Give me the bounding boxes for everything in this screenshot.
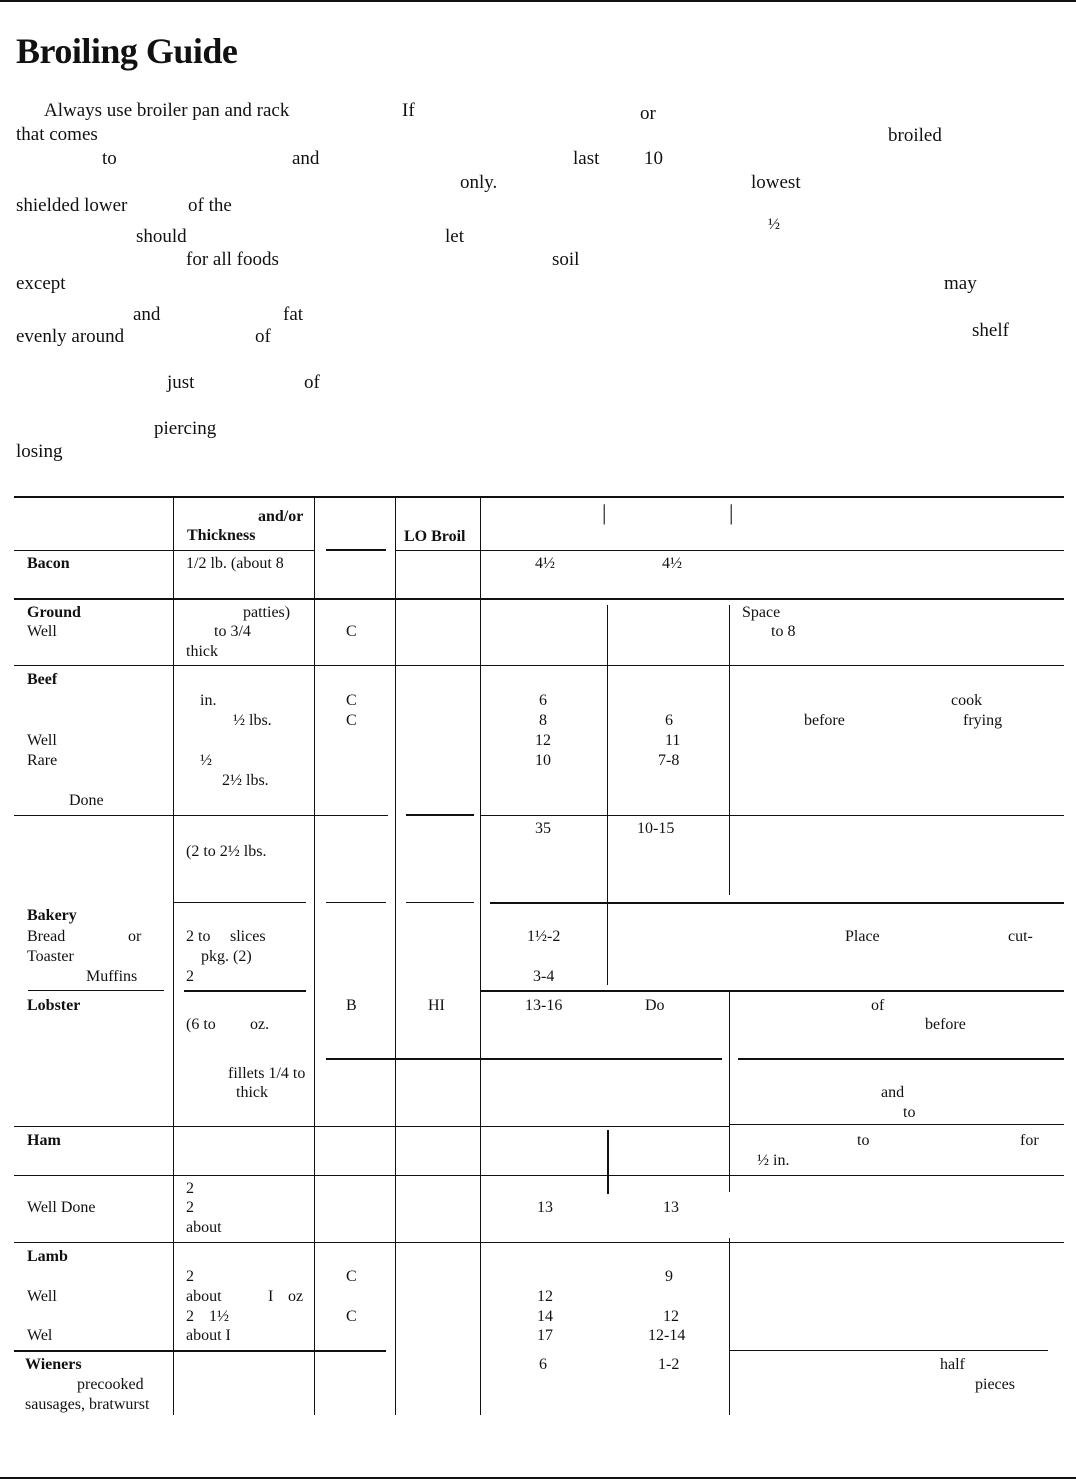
beef-time1: 12: [535, 732, 551, 749]
lamb-time2: 9: [665, 1268, 673, 1285]
lamb-shelf: C: [346, 1308, 357, 1325]
beef-shelf: C: [346, 692, 357, 709]
header-rule: [14, 550, 174, 551]
table-top-rule: [14, 496, 1064, 498]
col-rule: [480, 497, 481, 1415]
col-rule: [314, 497, 315, 1415]
wieners-time1: 6: [539, 1356, 547, 1373]
col-rule: [607, 605, 608, 985]
food-wieners: Wieners: [25, 1356, 82, 1373]
intro-text: shelf: [972, 320, 1009, 341]
ground-note: to 8: [771, 623, 796, 640]
row-rule: [14, 1242, 1064, 1243]
intro-text: shielded lower: [16, 195, 128, 216]
bakery-qty: 2: [186, 968, 194, 985]
beef-note: cook: [951, 692, 983, 709]
row-rule: [14, 665, 1064, 666]
beef-time2: 7-8: [658, 752, 680, 769]
bakery-qty: slices: [230, 928, 266, 945]
beef-qty: ½: [200, 752, 212, 769]
bakery-qty: 2 to: [186, 928, 211, 945]
food-ground: Ground: [27, 604, 81, 621]
beef-done: Done: [69, 792, 104, 809]
intro-text: or: [640, 103, 656, 124]
row-rule: [490, 902, 1064, 904]
intro-text: piercing: [154, 418, 217, 439]
beef-time1: 8: [539, 712, 547, 729]
beef-time1: 10: [535, 752, 551, 769]
ham-well-done: Well Done: [27, 1199, 96, 1216]
intro-text: 10: [644, 148, 663, 169]
food-ham: Ham: [27, 1132, 61, 1149]
intro-text: just: [167, 372, 195, 393]
row-rule: [14, 598, 1064, 600]
beef-rare: Rare: [27, 752, 58, 769]
intro-text: broiled: [888, 125, 942, 146]
row-rule: [184, 990, 306, 992]
food-lamb: Lamb: [27, 1248, 68, 1265]
row-rule: [406, 814, 474, 816]
lobster-shelf: B: [346, 997, 357, 1014]
row-rule: [28, 990, 164, 991]
fish-note: and: [881, 1084, 905, 1101]
lamb-qty: about: [186, 1288, 222, 1305]
wieners-note: half: [940, 1356, 965, 1373]
beef-time2: 11: [665, 732, 681, 749]
intro-text: of: [255, 326, 271, 347]
row-rule: [480, 815, 1064, 816]
intro-text: let: [445, 226, 464, 247]
col-rule: [607, 1130, 609, 1194]
bakery-time1: 3-4: [533, 968, 555, 985]
intro-text: may: [944, 273, 977, 294]
header-rule: [396, 550, 1064, 551]
row-rule: [729, 1124, 1064, 1125]
intro-text: ½: [768, 216, 780, 233]
beef-well: Well: [27, 732, 57, 749]
ham-note: to: [857, 1132, 870, 1149]
beef-qty: in.: [200, 692, 217, 709]
lamb-qty: 2: [186, 1268, 194, 1285]
row-rule: [406, 902, 474, 903]
fish-note: to: [903, 1104, 916, 1121]
row-rule: [480, 990, 1064, 992]
lamb-time1: 14: [537, 1308, 553, 1325]
lamb-time2: 12-14: [648, 1327, 686, 1344]
lobster-time1: 13-16: [525, 997, 563, 1014]
lamb-qty: oz: [288, 1288, 304, 1305]
intro-text: should: [136, 226, 187, 247]
intro-text: of the: [188, 195, 232, 216]
header-lo-broil: LO Broil: [404, 528, 466, 545]
food-bakery: Bakery: [27, 907, 77, 924]
beef-note: frying: [963, 712, 1003, 729]
intro-text: only.: [460, 172, 498, 193]
lamb-qty: about I: [186, 1327, 231, 1344]
lamb-qty: 1½: [209, 1308, 229, 1325]
row-rule: [326, 1058, 722, 1060]
lamb-time1: 12: [537, 1288, 553, 1305]
chicken-qty: (2 to 2½ lbs.: [186, 843, 267, 860]
bacon-time2: 4½: [662, 555, 682, 572]
bakery-time1: 1½-2: [527, 928, 561, 945]
food-lobster: Lobster: [27, 997, 81, 1014]
lamb-qty: I: [268, 1288, 274, 1305]
intro-text: evenly around: [16, 326, 125, 347]
wieners-line: sausages, bratwurst: [25, 1396, 150, 1413]
lobster-broil: HI: [428, 997, 445, 1014]
col-rule: [729, 1238, 730, 1415]
row-rule: [738, 1058, 1064, 1060]
lobster-qty: (6 to: [186, 1016, 216, 1033]
row-rule: [174, 902, 306, 903]
col-rule: [729, 990, 730, 1192]
intro-text: losing: [16, 441, 63, 462]
bakery-bread: Bread: [27, 928, 66, 945]
ground-shelf: C: [346, 623, 357, 640]
row-rule: [730, 1350, 1048, 1351]
ham-note: ½ in.: [757, 1152, 790, 1169]
bakery-toaster: Toaster: [27, 948, 74, 965]
intro-text: that comes: [16, 124, 98, 145]
ham-note: for: [1020, 1132, 1039, 1149]
header-rule: [174, 550, 314, 551]
intro-text: lowest: [751, 172, 801, 193]
wieners-line: precooked: [77, 1376, 144, 1393]
beef-qty: 2½ lbs.: [222, 772, 269, 789]
header-amount: and/or: [258, 508, 304, 525]
wieners-time2: 1-2: [658, 1356, 680, 1373]
lamb-shelf: C: [346, 1268, 357, 1285]
header-separator: |: [729, 500, 734, 525]
col-rule: [729, 605, 730, 895]
intro-text: If: [402, 100, 415, 121]
page-title: Broiling Guide: [16, 31, 238, 71]
header-separator: |: [602, 500, 607, 525]
intro-text: except: [16, 273, 66, 294]
header-rule: [326, 549, 386, 551]
bacon-time1: 4½: [535, 555, 555, 572]
bakery-note: cut-: [1008, 928, 1033, 945]
row-rule: [14, 1126, 730, 1127]
ground-well: Well: [27, 623, 57, 640]
bakery-note: Place: [845, 928, 880, 945]
intro-text: fat: [283, 304, 304, 325]
wieners-note: pieces: [975, 1376, 1015, 1393]
lobster-note: before: [925, 1016, 966, 1033]
bakery-muffins: Muffins: [86, 968, 138, 985]
bakery-qty: pkg. (2): [201, 948, 252, 965]
beef-shelf: C: [346, 712, 357, 729]
ham-qty: about: [186, 1219, 222, 1236]
ground-qty: to 3/4: [214, 623, 251, 640]
intro-text: and: [133, 304, 161, 325]
beef-time1: 6: [539, 692, 547, 709]
food-bacon: Bacon: [27, 555, 70, 572]
ham-time1: 13: [537, 1199, 553, 1216]
row-rule: [326, 902, 386, 903]
bacon-qty: 1/2 lb. (about 8: [186, 555, 284, 572]
ham-qty: 2: [186, 1180, 194, 1197]
intro-text: and: [292, 148, 320, 169]
col-rule: [173, 497, 174, 1415]
lamb-time1: 17: [537, 1327, 553, 1344]
ham-time2: 13: [663, 1199, 679, 1216]
row-rule: [14, 815, 388, 816]
ham-qty: 2: [186, 1199, 194, 1216]
page-bottom-rule: [0, 1477, 1076, 1479]
intro-text: of: [304, 372, 320, 393]
lamb-time2: 12: [663, 1308, 679, 1325]
lobster-note: of: [871, 997, 885, 1014]
fish-qty: fillets 1/4 to: [228, 1065, 306, 1082]
intro-text: soil: [552, 249, 580, 270]
ground-qty: patties): [243, 604, 291, 621]
col-rule: [395, 497, 396, 1415]
ground-note: Space: [742, 604, 781, 621]
ground-qty: thick: [186, 643, 218, 660]
intro-text: to: [102, 148, 117, 169]
lamb-well: Well: [27, 1288, 57, 1305]
page-top-rule: [0, 0, 1076, 2]
row-rule: [14, 1175, 1064, 1176]
lamb-well: Wel: [27, 1327, 53, 1344]
row-rule: [14, 1350, 386, 1352]
fish-qty: thick: [236, 1084, 268, 1101]
bakery-or: or: [128, 928, 142, 945]
chicken-time2: 10-15: [637, 820, 675, 837]
beef-note: before: [804, 712, 845, 729]
beef-qty: ½ lbs.: [233, 712, 272, 729]
intro-text: for all foods: [186, 249, 279, 270]
lobster-qty: oz.: [250, 1016, 270, 1033]
chicken-time1: 35: [535, 820, 551, 837]
beef-time2: 6: [665, 712, 673, 729]
header-thickness: Thickness: [187, 527, 256, 544]
food-beef: Beef: [27, 671, 58, 688]
lamb-qty: 2: [186, 1308, 194, 1325]
intro-text: last: [573, 148, 600, 169]
lobster-time2: Do: [645, 997, 665, 1014]
intro-text: Always use broiler pan and rack: [44, 100, 290, 121]
